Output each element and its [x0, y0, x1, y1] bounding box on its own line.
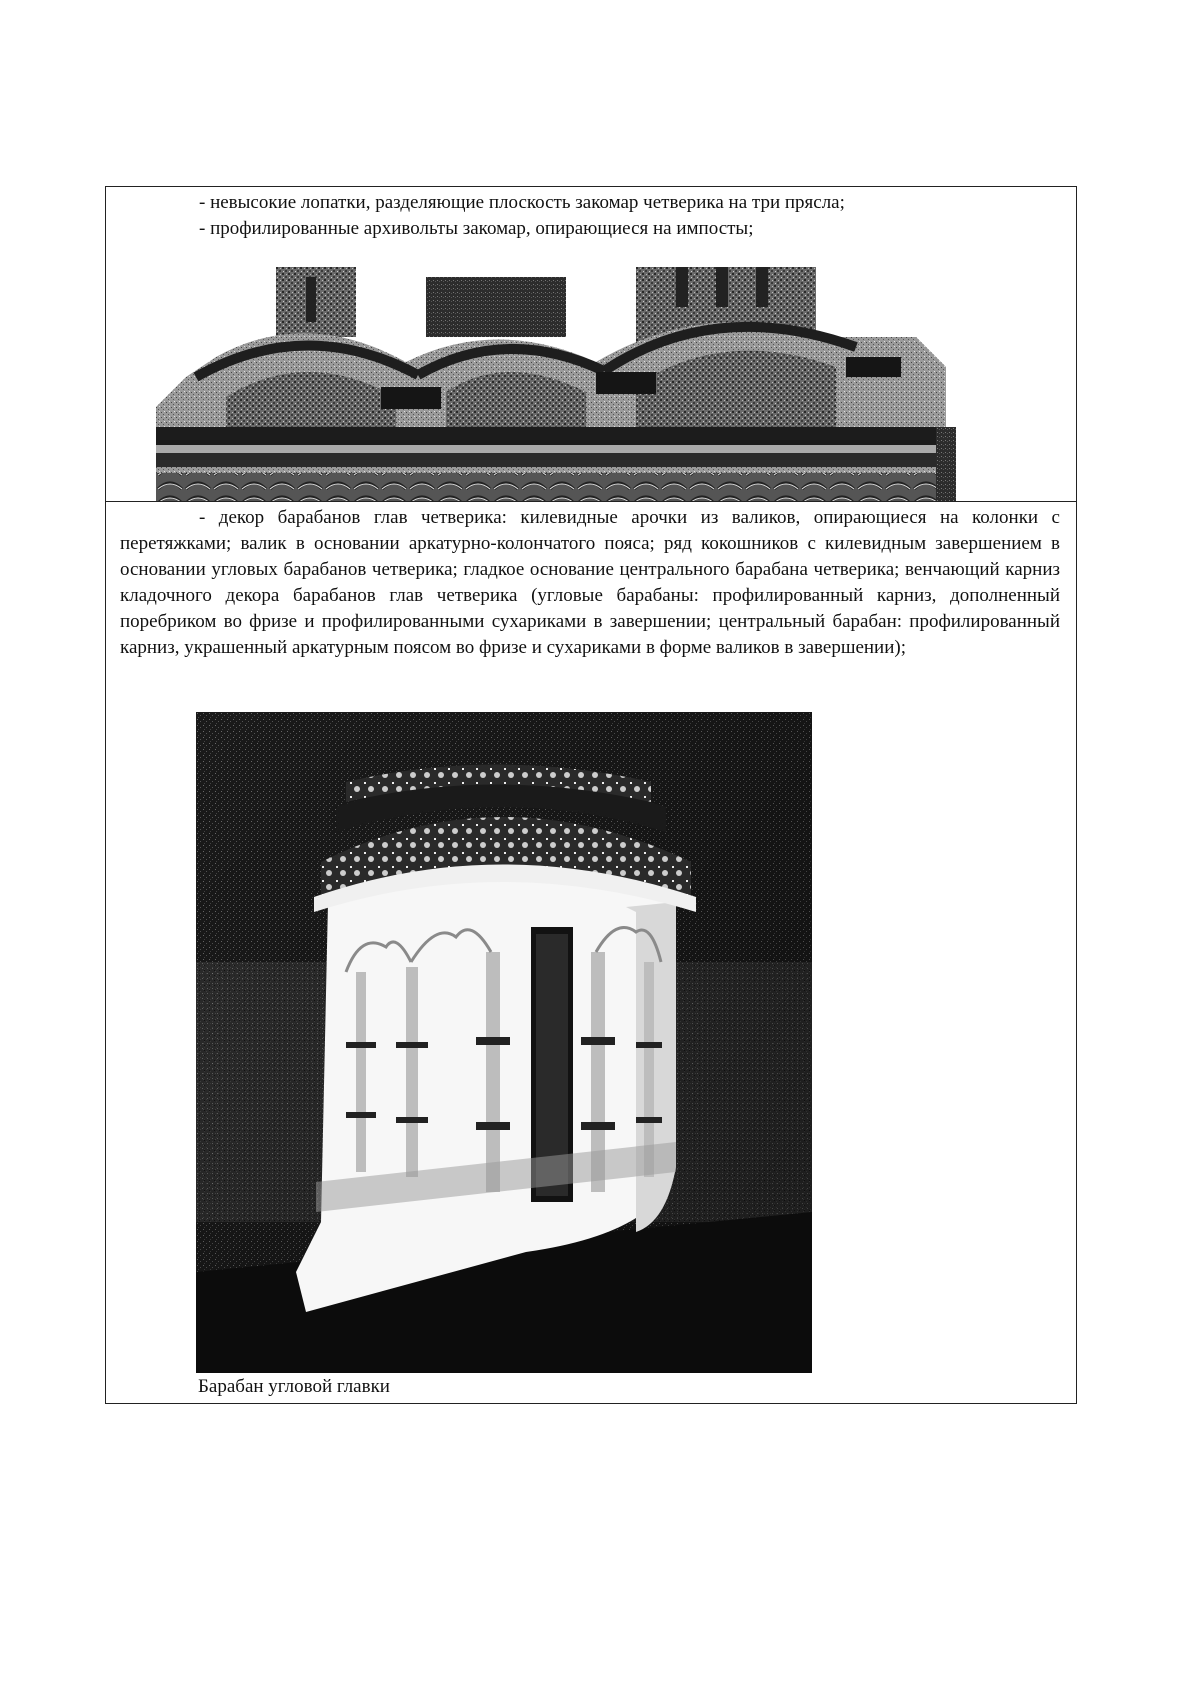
bullet-pilasters: - невысокие лопатки, разделяющие плоскость закомар четверика на три прясла; [199, 192, 845, 213]
drum-photo [196, 712, 812, 1373]
facade-photo [156, 267, 1010, 501]
drum-decor-paragraph: - декор барабанов глав четверика: килевидные арочки из валиков, опирающиеся на колонки с перетяжками; валик в основании аркатурно-колончатого пояса; ряд кокошников с килевидным завершением в основании угловых барабанов четверика; гладкое основание центрального барабана четверика; венчающий карниз кладочного декора барабанов глав четверика (угловые барабаны: профилированный карниз, дополненный поребриком во фризе и профилированными сухариками в завершении; центральный барабан: профилированный карниз, украшенный аркатурным поясом во фризе и сухариками в форме валиков в завершении); [120, 507, 1060, 658]
bullet-archivolts: - профилированные архивольты закомар, опирающиеся на импосты; [199, 218, 754, 239]
drum-photo-caption: Барабан угловой главки [198, 1376, 390, 1397]
document-table [105, 186, 1077, 1404]
table-row-divider [106, 501, 1076, 502]
